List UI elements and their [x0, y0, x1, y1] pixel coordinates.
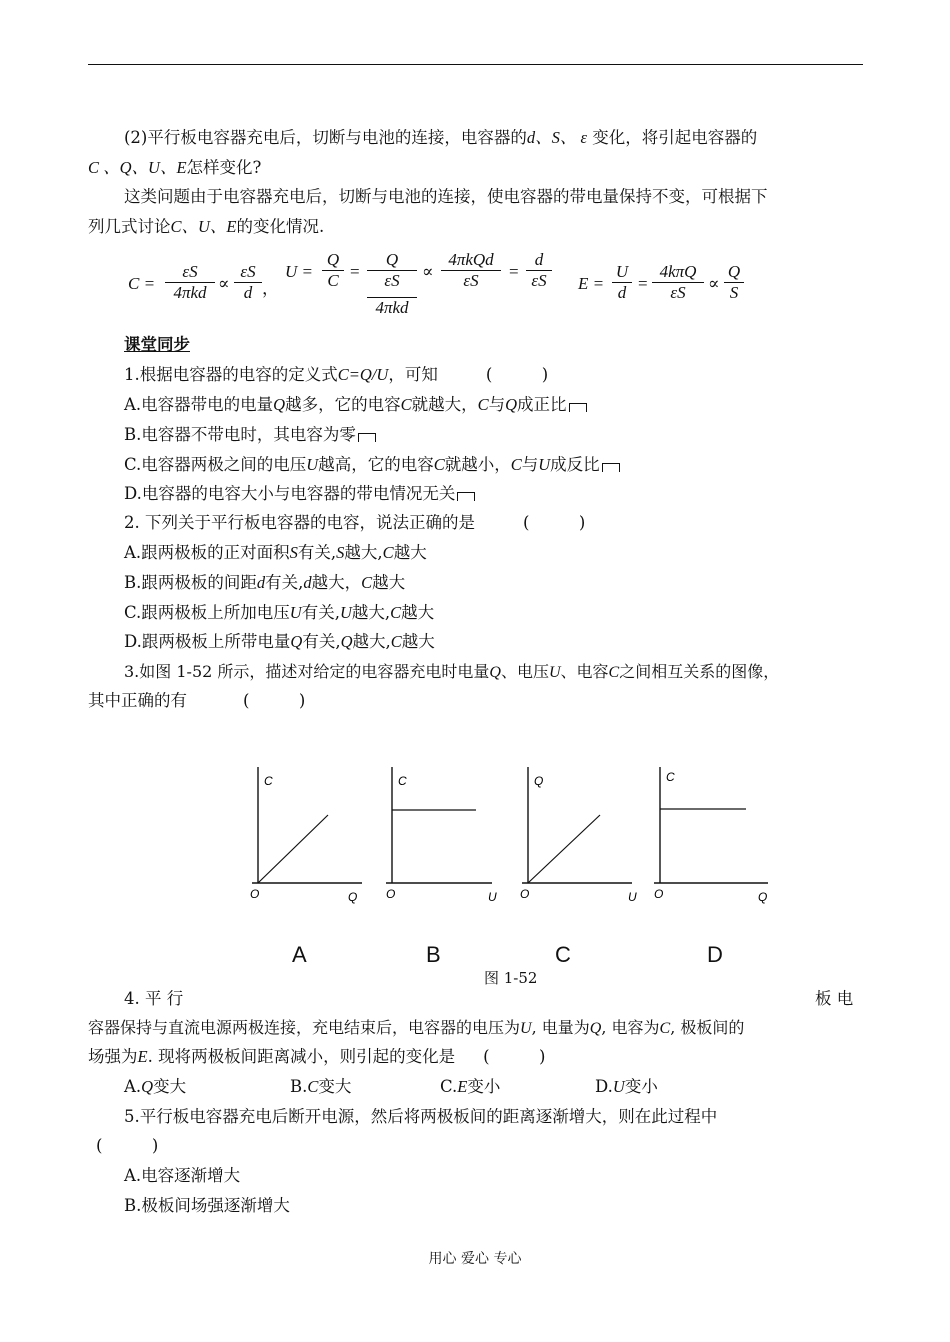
q1-option-d[interactable]: D.电容器的电容大小与电容器的带电情况无关: [124, 483, 475, 505]
graph-d-y-label: C: [666, 770, 675, 784]
formula-prop-2: ∝: [422, 262, 434, 281]
return-mark-icon: [358, 433, 376, 442]
figure-caption: 图 1-52: [484, 969, 538, 987]
graph-c: [520, 767, 637, 904]
formula-u-frac3: 4πkQd εS: [441, 250, 501, 291]
graph-a-label: A: [292, 942, 307, 967]
q5-paren: ( ): [96, 1136, 159, 1155]
formula-comma: ，: [262, 279, 279, 298]
formula-e-frac1: $\frac{U}{d}$: [612, 262, 632, 303]
q1-option-a[interactable]: A.电容器带电的电量Q越多，它的电容C就越大，C与Q成正比: [124, 394, 587, 416]
q2-option-d[interactable]: D.跟两极板上所带电量Q有关,Q越大,C越大: [124, 632, 435, 651]
return-mark-icon: [602, 463, 620, 472]
q4-line-3: 场强为E. 现将两极板间距离减小，则引起的变化是 ( ): [88, 1047, 546, 1066]
formula-u-eq2: =: [509, 262, 519, 281]
figure-1-52: [230, 755, 790, 915]
q3-stem-line2: 其中正确的有 ( ): [88, 691, 306, 710]
formula-u-eq: =: [350, 262, 360, 281]
q4-option-a[interactable]: A.Q变大: [124, 1077, 187, 1096]
q2-stem: 2. 下列关于平行板电容器的电容，说法正确的是 ( ): [124, 513, 586, 532]
formula-c-lhs: C =: [128, 274, 156, 293]
q3-stem: 3.如图 1-52 所示，描述对给定的电容器充电时电量Q、电压U、电容C之间相互关系的图像，: [124, 662, 780, 681]
formula-e-eq: =: [638, 274, 648, 293]
graph-b-y-label: C: [398, 774, 407, 788]
graph-c-y-label: Q: [534, 774, 544, 788]
graph-d-x-label: Q: [758, 890, 768, 904]
formula-e-lhs: E =: [578, 274, 605, 293]
return-mark-icon: [569, 403, 587, 412]
q2-option-a[interactable]: A.跟两极板的正对面积S有关,S越大,C越大: [124, 543, 427, 562]
q2-option-b[interactable]: B.跟两极板的间距d有关,d越大，C越大: [124, 573, 406, 592]
q4-option-d[interactable]: D.U变小: [595, 1077, 658, 1096]
graph-c-origin: O: [520, 887, 530, 901]
graph-b-label: B: [426, 942, 441, 967]
q5-option-b[interactable]: B.极板间场强逐渐增大: [124, 1196, 290, 1215]
formula-u-frac1: $\frac{Q}{C}$: [322, 250, 344, 291]
page-footer: 用心 爱心 专心: [428, 1251, 522, 1267]
q4-line-2: 容器保持与直流电源两极连接，充电结束后，电容器的电压为U, 电量为Q, 电容为C, 极板间的: [88, 1018, 745, 1037]
graph-a-y-label: C: [264, 774, 273, 788]
intro-line-4: 列几式讨论C、U、E的变化情况.: [88, 217, 325, 236]
q1-option-b[interactable]: B.电容器不带电时，其电容为零: [124, 424, 376, 446]
graph-a-origin: O: [250, 887, 260, 901]
formula-c-frac1: εS 4πkd: [165, 262, 215, 303]
graph-d: [654, 767, 768, 904]
graph-a-curve: [258, 815, 328, 883]
q1-option-c[interactable]: C.电容器两极之间的电压U越高，它的电容C就越小，C与U成反比: [124, 454, 620, 476]
q2-option-c[interactable]: C.跟两极板上所加电压U有关,U越大,C越大: [124, 603, 435, 622]
q4-option-c[interactable]: C.E变小: [440, 1077, 501, 1096]
q5-stem: 5.平行板电容器充电后断开电源，然后将两极板间的距离逐渐增大，则在此过程中: [124, 1107, 718, 1126]
graph-c-label: C: [555, 942, 571, 967]
graph-c-curve: [528, 815, 600, 883]
intro-line-2: C 、Q、U、E怎样变化?: [88, 158, 262, 177]
q5-option-a[interactable]: A.电容逐渐增大: [124, 1166, 241, 1185]
intro-line-1: (2)平行板电容器充电后，切断与电池的连接，电容器的d、S、 ε 变化，将引起电容器的: [124, 128, 758, 147]
return-mark-icon: [457, 492, 475, 501]
formula-prop-3: ∝: [708, 274, 720, 293]
intro-line-3: 这类问题由于电容器充电后，切断与电池的连接，使电容器的带电量保持不变，可根据下: [124, 187, 768, 206]
graph-c-x-label: U: [628, 890, 637, 904]
graph-d-origin: O: [654, 887, 664, 901]
formula-e-frac3: $\frac{Q}{S}$: [724, 262, 744, 303]
graph-b-origin: O: [386, 887, 396, 901]
formula-block: [0, 0, 950, 340]
formula-c-frac2: $\frac{\varepsilon S}{d}$: [234, 262, 262, 303]
graph-a: [250, 767, 362, 904]
graph-a-x-label: Q: [348, 890, 358, 904]
formula-u-frac4: $\frac{d}{\varepsilon S}$: [526, 250, 552, 291]
q4-line-1b: 板 电: [815, 989, 854, 1008]
graph-b: [386, 767, 497, 904]
graph-b-x-label: U: [488, 890, 497, 904]
graph-d-label: D: [707, 942, 723, 967]
formula-prop-1: ∝: [218, 274, 230, 293]
section-heading: 课堂同步: [124, 335, 190, 354]
q1-stem: 1.根据电容器的电容的定义式C=Q/U，可知 ( ): [124, 365, 549, 384]
formula-u-frac2: Q εS 4πkd: [367, 250, 417, 318]
formula-u-lhs: U =: [285, 262, 313, 281]
q4-line-1a: 4. 平 行: [124, 989, 184, 1008]
q4-option-b[interactable]: B.C变大: [290, 1077, 352, 1096]
formula-e-frac2: 4kπQ εS: [652, 262, 704, 303]
